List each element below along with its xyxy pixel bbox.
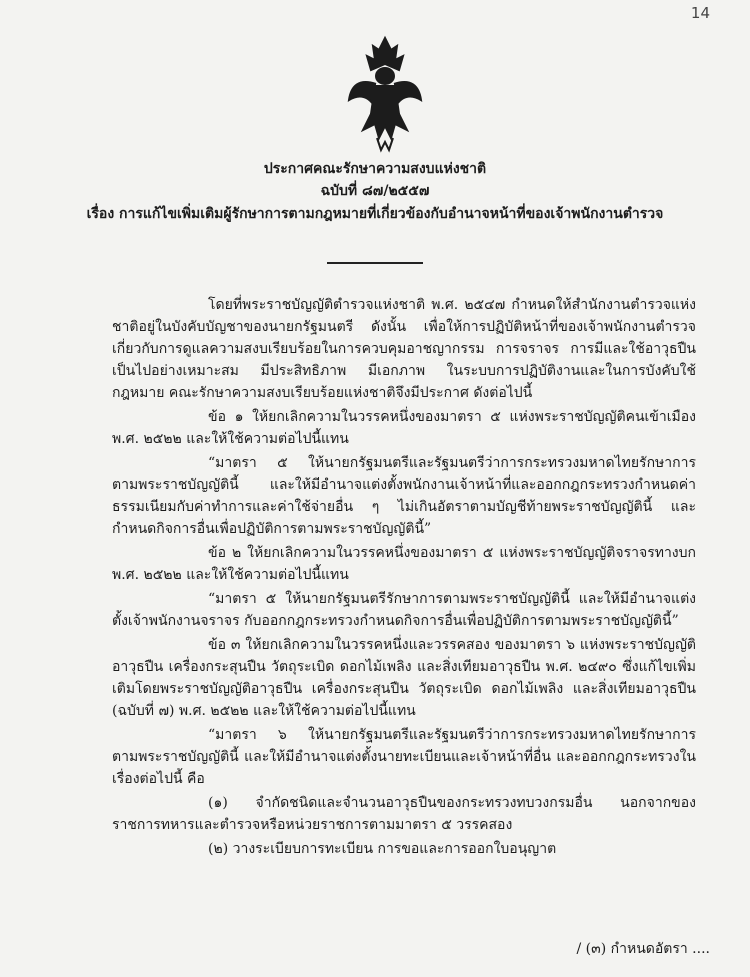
quoted-section-6-firearms: “มาตรา ๖ ให้นายกรัฐมนตรีและรัฐมนตรีว่าการกระทรวงมหาดไทยรักษาการตามพระราชบัญญัตินี้ และให้มีอำนาจแต่งตั้งนายทะเบียนและเจ้าหน้าที่อื่น และออกกฎกระทรวงในเรื่องต่อไปนี้ คือ xyxy=(112,727,696,787)
list-item-2: (๒) วางระเบียบการทะเบียน การขอและการออกใบอนุญาต xyxy=(208,841,557,857)
continuation-marker: / (๓) กำหนดอัตรา .... xyxy=(576,941,710,957)
list-item-1: (๑) จำกัดชนิดและจำนวนอาวุธปืนของกระทรวงทบวงกรมอื่น นอกจากของราชการทหารและตำรวจหรือหน่วยราชการตามมาตรา ๕ วรรคสอง xyxy=(112,795,696,833)
section-2: ข้อ ๒ ให้ยกเลิกความในวรรคหนึ่งของมาตรา ๕ แห่งพระราชบัญญัติจราจรทางบก พ.ศ. ๒๕๒๒ และให้ใช้ความต่อไปนี้แทน xyxy=(112,545,696,583)
page-number: 14 xyxy=(690,4,710,22)
quoted-section-5-traffic: “มาตรา ๕ ให้นายกรัฐมนตรีรักษาการตามพระราชบัญญัตินี้ และให้มีอำนาจแต่งตั้งเจ้าพนักงานจราจร กับออกกฎกระทรวงกำหนดกิจการอื่นเพื่อปฏิบัติการตามพระราชบัญญัตินี้” xyxy=(112,591,696,629)
subject-line: เรื่อง การแก้ไขเพิ่มเติมผู้รักษาการตามกฎหมายที่เกี่ยวข้องกับอำนาจหน้าที่ของเจ้าพนักงานตำรวจ xyxy=(86,206,664,222)
document-header xyxy=(0,158,750,225)
garuda-emblem-icon xyxy=(345,34,425,154)
section-3: ข้อ ๓ ให้ยกเลิกความในวรรคหนึ่งและวรรคสอง ของมาตรา ๖ แห่งพระราชบัญญัติอาวุธปืน เครื่องกระสุนปืน วัตถุระเบิด ดอกไม้เพลิง และสิ่งเทียมอาวุธปืน พ.ศ. ๒๔๙๐ ซึ่งแก้ไขเพิ่มเติมโดยพระราชบัญญัติอาวุธปืน เครื่องกระสุนปืน วัตถุระเบิด ดอกไม้เพลิง และสิ่งเทียมอาวุธปืน (ฉบับที่ ๗) พ.ศ. ๒๕๒๒ และให้ใช้ความต่อไปนี้แทน xyxy=(112,637,696,719)
section-1: ข้อ ๑ ให้ยกเลิกความในวรรคหนึ่งของมาตรา ๕ แห่งพระราชบัญญัติคนเข้าเมือง พ.ศ. ๒๕๒๒ และให้ใช้ความต่อไปนี้แทน xyxy=(112,409,696,447)
intro-paragraph: โดยที่พระราชบัญญัติตำรวจแห่งชาติ พ.ศ. ๒๕๔๗ กำหนดให้สำนักงานตำรวจแห่งชาติอยู่ในบังคับบัญชาของนายกรัฐมนตรี ดังนั้น เพื่อให้การปฏิบัติหน้าที่ของเจ้าพนักงานตำรวจเกี่ยวกับการดูแลความสงบเรียบร้อยในการควบคุมอาชญากรรม การจราจร การมีและใช้อาวุธปืน เป็นไปอย่างเหมาะสม มีประสิทธิภาพ มีเอกภาพ ในระบบการปฏิบัติงานและในการบังคับใช้กฎหมาย คณะรักษาความสงบเรียบร้อยแห่งชาติจึงมีประกาศ ดังต่อไปนี้ xyxy=(112,297,696,401)
quoted-section-5-immigration: “มาตรา ๕ ให้นายกรัฐมนตรีและรัฐมนตรีว่าการกระทรวงมหาดไทยรักษาการตามพระราชบัญญัตินี้ และให้มีอำนาจแต่งตั้งพนักงานเจ้าหน้าที่และออกกฎกระทรวงกำหนดค่าธรรมเนียมกับค่าทำการและค่าใช้จ่ายอื่น ๆ ไม่เกินอัตราตามบัญชีท้ายพระราชบัญญัตินี้ และกำหนดกิจการอื่นเพื่อปฏิบัติการตามพระราชบัญญัตินี้” xyxy=(112,455,696,537)
document-body xyxy=(112,294,696,862)
header-divider xyxy=(327,262,423,264)
issue-number: ฉบับที่ ๘๗/๒๕๕๗ xyxy=(320,183,430,199)
announcement-title: ประกาศคณะรักษาความสงบแห่งชาติ xyxy=(263,161,487,177)
